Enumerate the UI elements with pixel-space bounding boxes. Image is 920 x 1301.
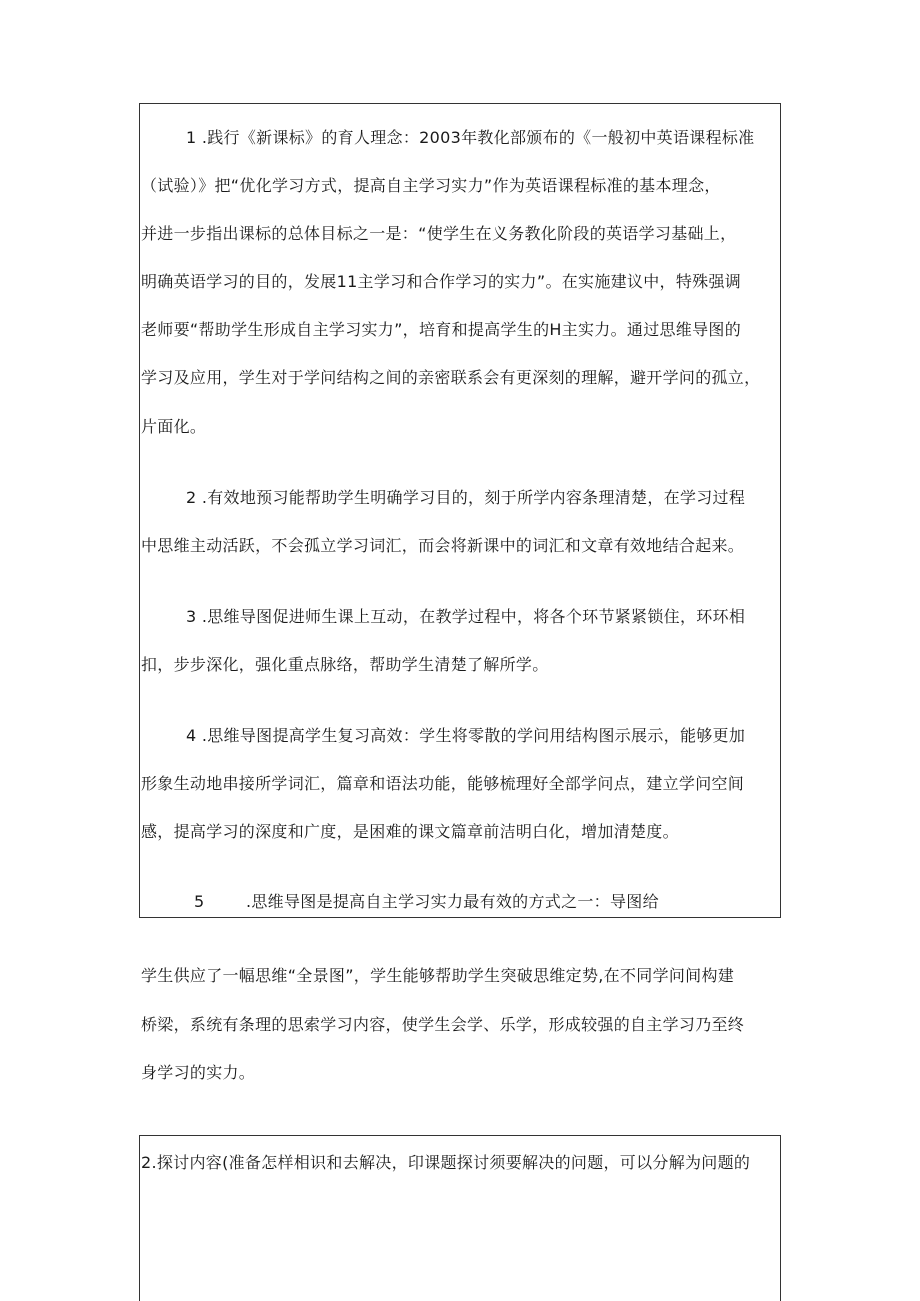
p1-line-5: 老师要“帮助学生形成自主学习实力”，培育和提高学生的H主实力。通过思维导图的 — [141, 320, 742, 339]
p1-line-3: 并进一步指出课标的总体目标之一是：“使学生在义务教化阶段的英语学习基础上， — [141, 224, 737, 243]
p5-line-1: .思维导图是提高自主学习实力最有效的方式之一：导图给 — [246, 892, 659, 911]
continuation-line-1: 学生供应了一幅思维“全景图”，学生能够帮助学生突破思维定势,在不同学问间构建 — [141, 966, 735, 985]
p1-line-7: 片面化。 — [141, 417, 207, 436]
p4-line-3: 感，提高学习的深度和广度，是困难的课文篇章前洁明白化，增加清楚度。 — [141, 822, 679, 841]
p2-line-2: 中思维主动活跃，不会孤立学习词汇，而会将新课中的词汇和文章有效地结合起来。 — [141, 536, 745, 555]
p3-line-2: 扣，步步深化，强化重点脉络，帮助学生清楚了解所学。 — [141, 655, 549, 674]
continuation-line-2: 桥梁，系统有条理的思索学习内容，使学生会学、乐学，形成较强的自主学习乃至终 — [141, 1015, 745, 1034]
p2-line-1: 2 .有效地预习能帮助学生明确学习目的，刻于所学内容条理清楚，在学习过程 — [186, 488, 746, 507]
p5-number: 5 — [194, 892, 205, 911]
p1-line-4: 明确英语学习的目的，发展11主学习和合作学习的实力”。在实施建议中，特殊强调 — [141, 272, 742, 291]
p4-line-2: 形象生动地串接所学词汇，篇章和语法功能，能够梳理好全部学问点，建立学问空间 — [141, 774, 745, 793]
continuation-line-3: 身学习的实力。 — [141, 1063, 256, 1082]
p1-line-6: 学习及应用，学生对于学问结构之间的亲密联系会有更深刻的理解，避开学问的孤立， — [141, 368, 761, 387]
p4-line-1: 4 .思维导图提高学生复习高效：学生将零散的学问用结构图示展示，能够更加 — [186, 726, 746, 745]
p1-line-1: 1 .践行《新课标》的育人理念：2003年教化部颁布的《一般初中英语课程标准 — [186, 128, 755, 147]
p1-line-2: （试验）》把“优化学习方式，提高自主学习实力”作为英语课程标准的基本理念， — [141, 176, 721, 195]
section2-line-1: 2.探讨内容(准备怎样相识和去解决，印课题探讨须要解决的问题，可以分解为问题的 — [141, 1153, 751, 1172]
p3-line-1: 3 .思维导图促进师生课上互动，在教学过程中，将各个环节紧紧锁住，环环相 — [186, 607, 746, 626]
